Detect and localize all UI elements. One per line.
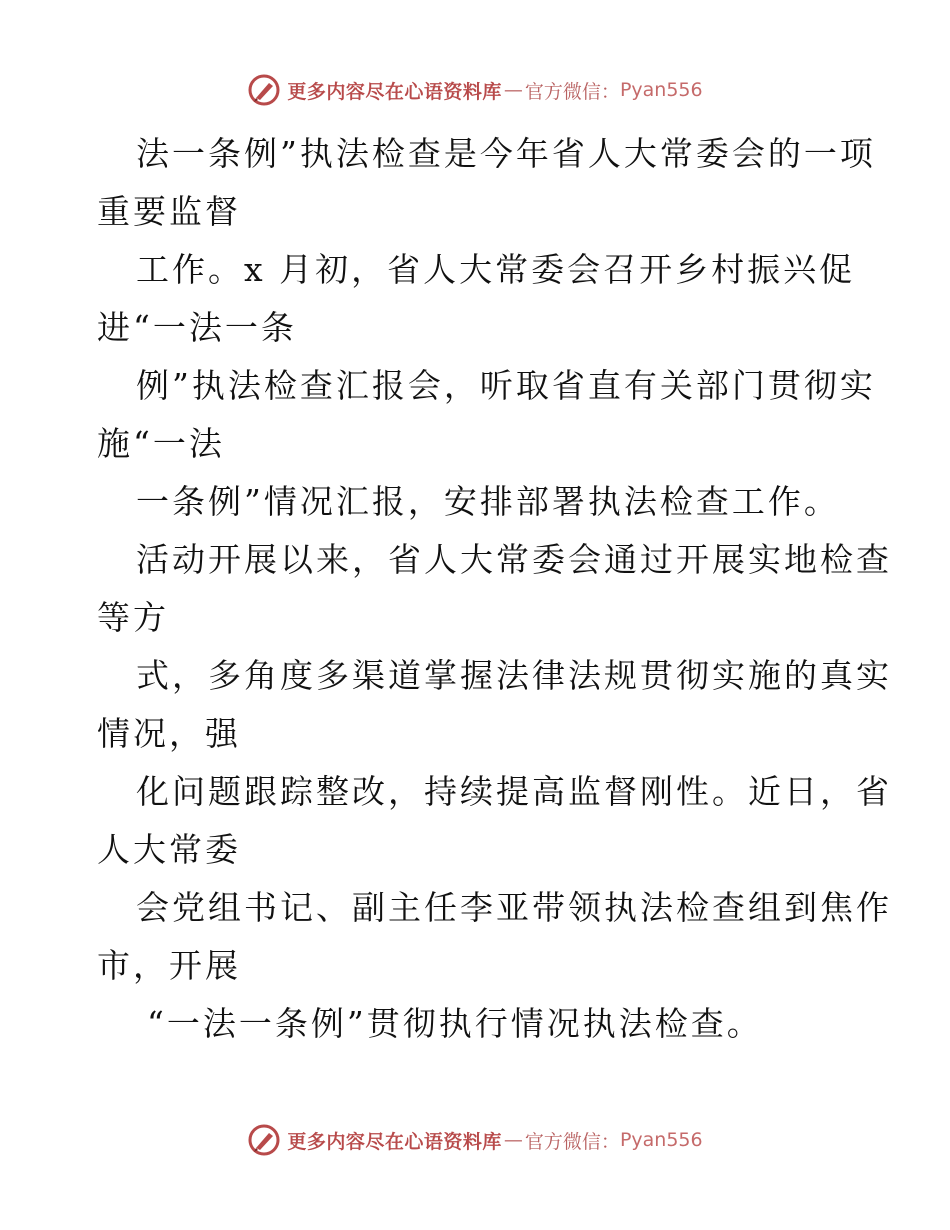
header-banner [0, 70, 950, 110]
text-line: 情况，强 [97, 714, 241, 753]
banner-text [287, 1127, 702, 1154]
text-line: 市，开展 [97, 946, 241, 985]
text-line: 式，多角度多渠道掌握法律法规贯彻实施的真实 [136, 656, 892, 695]
pen-logo-icon [247, 73, 281, 107]
text-line: 工作。x 月初，省人大常委会召开乡村振兴促 [136, 250, 856, 289]
banner-slogan: 更多内容尽在心语资料库 [287, 80, 502, 103]
text-line: 会党组书记、副主任李亚带领执法检查组到焦作 [136, 888, 892, 927]
text-line: 进“一法一条 [97, 308, 297, 347]
banner-text [287, 77, 702, 104]
text-line: 法一条例”执法检查是今年省人大常委会的一项 [136, 134, 876, 173]
document-body [97, 125, 892, 1053]
text-line: 一条例”情况汇报，安排部署执法检查工作。 [136, 482, 840, 521]
footer-banner [0, 1120, 950, 1160]
text-line: 活动开展以来，省人大常委会通过开展实地检查 [136, 540, 892, 579]
pen-logo-icon [247, 1123, 281, 1157]
banner-wechat-label: 官方微信： [524, 1130, 620, 1153]
banner-wechat-id: Pyan556 [619, 1129, 703, 1151]
text-line: 等方 [97, 598, 169, 637]
banner-slogan: 更多内容尽在心语资料库 [287, 1130, 502, 1153]
text-line: 人大常委 [97, 830, 241, 869]
text-line: “一法一条例”贯彻执行情况执法检查。 [147, 1004, 763, 1043]
text-line: 例”执法检查汇报会，听取省直有关部门贯彻实 [136, 366, 876, 405]
banner-dash: — [503, 1129, 523, 1151]
text-line: 施“一法 [97, 424, 225, 463]
text-line: 化问题跟踪整改，持续提高监督刚性。近日，省 [136, 772, 892, 811]
banner-dash: — [503, 79, 523, 101]
banner-wechat-label: 官方微信： [524, 80, 620, 103]
text-line: 重要监督 [97, 192, 241, 231]
banner-wechat-id: Pyan556 [619, 79, 703, 101]
